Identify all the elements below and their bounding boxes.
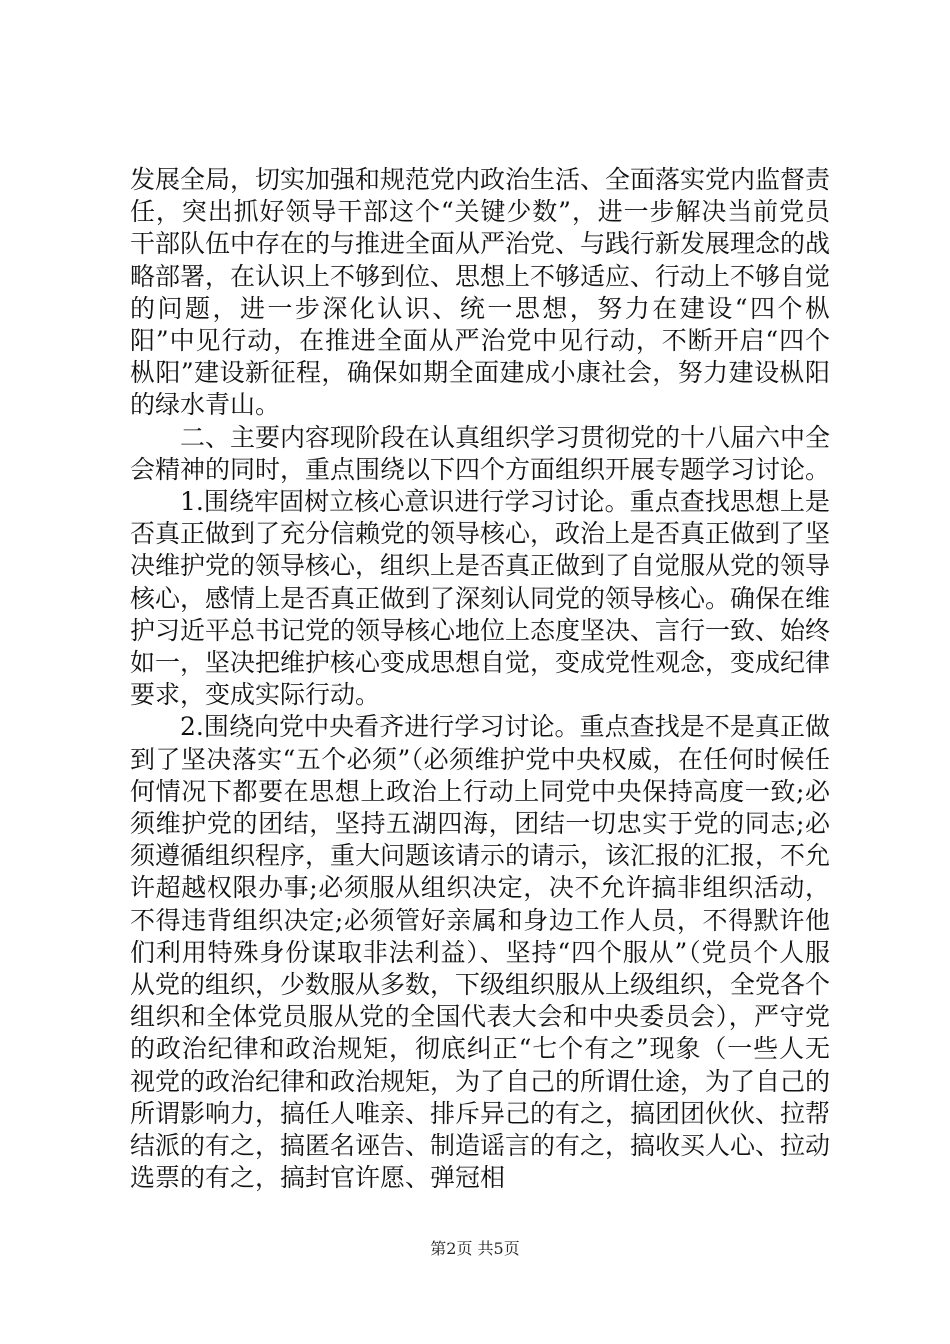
- paragraph-core-awareness: 1.围绕牢固树立核心意识进行学习讨论。重点查找思想上是否真正做到了充分信赖党的领导核心，政治上是否真正做到了坚决维护党的领导核心，组织上是否真正做到了自觉服从党的领导核心，感情上是否真正做到了深刻认同党的领导核心。确保在维护习近平总书记党的领导核心地位上态度坚决、言行一致、始终如一，坚决把维护核心变成思想自觉，变成党性观念，变成纪律要求，变成实际行动。: [130, 487, 831, 710]
- paragraph-main-content: 二、主要内容现阶段在认真组织学习贯彻党的十八届六中全会精神的同时，重点围绕以下四个方面组织开展专题学习讨论。: [130, 422, 831, 484]
- page-number-footer: 第2页 共5页: [430, 1239, 520, 1258]
- document-body: [130, 164, 830, 1195]
- paragraph-align-with-center: 2.围绕向党中央看齐进行学习讨论。重点查找是不是真正做到了坚决落实“五个必须”（必须维护党中央权威，在任何时候任何情况下都要在思想上政治上行动上同党中央保持高度一致;必须维护党的团结，坚持五湖四海，团结一切忠实于党的同志;必须遵循组织程序，重大问题该请示的请示，该汇报的汇报，不允许超越权限办事;必须服从组织决定，决不允许搞非组织活动，不得违背组织决定;必须管好亲属和身边工作人员，不得默许他们利用特殊身份谋取非法利益）、坚持“四个服从”（党员个人服从党的组织，少数服从多数，下级组织服从上级组织，全党各个组织和全体党员服从党的全国代表大会和中央委员会），严守党的政治纪律和政治规矩，彻底纠正“七个有之”现象（一些人无视党的政治纪律和政治规矩，为了自己的所谓仕途，为了自己的所谓影响力，搞任人唯亲、排斥异己的有之，搞团团伙伙、拉帮结派的有之，搞匿名诬告、制造谣言的有之，搞收买人心、拉动选票的有之，搞封官许愿、弹冠相: [130, 712, 831, 1193]
- paragraph-continuation: 发展全局，切实加强和规范党内政治生活、全面落实党内监督责任，突出抓好领导干部这个“关键少数”，进一步解决当前党员干部队伍中存在的与推进全面从严治党、与践行新发展理念的战略部署，在认识上不够到位、思想上不够适应、行动上不够自觉的问题，进一步深化认识、统一思想，努力在建设“四个枞阳”中见行动，在推进全面从严治党中见行动，不断开启“四个枞阳”建设新征程，确保如期全面建成小康社会，努力建设枞阳的绿水青山。: [130, 165, 831, 420]
